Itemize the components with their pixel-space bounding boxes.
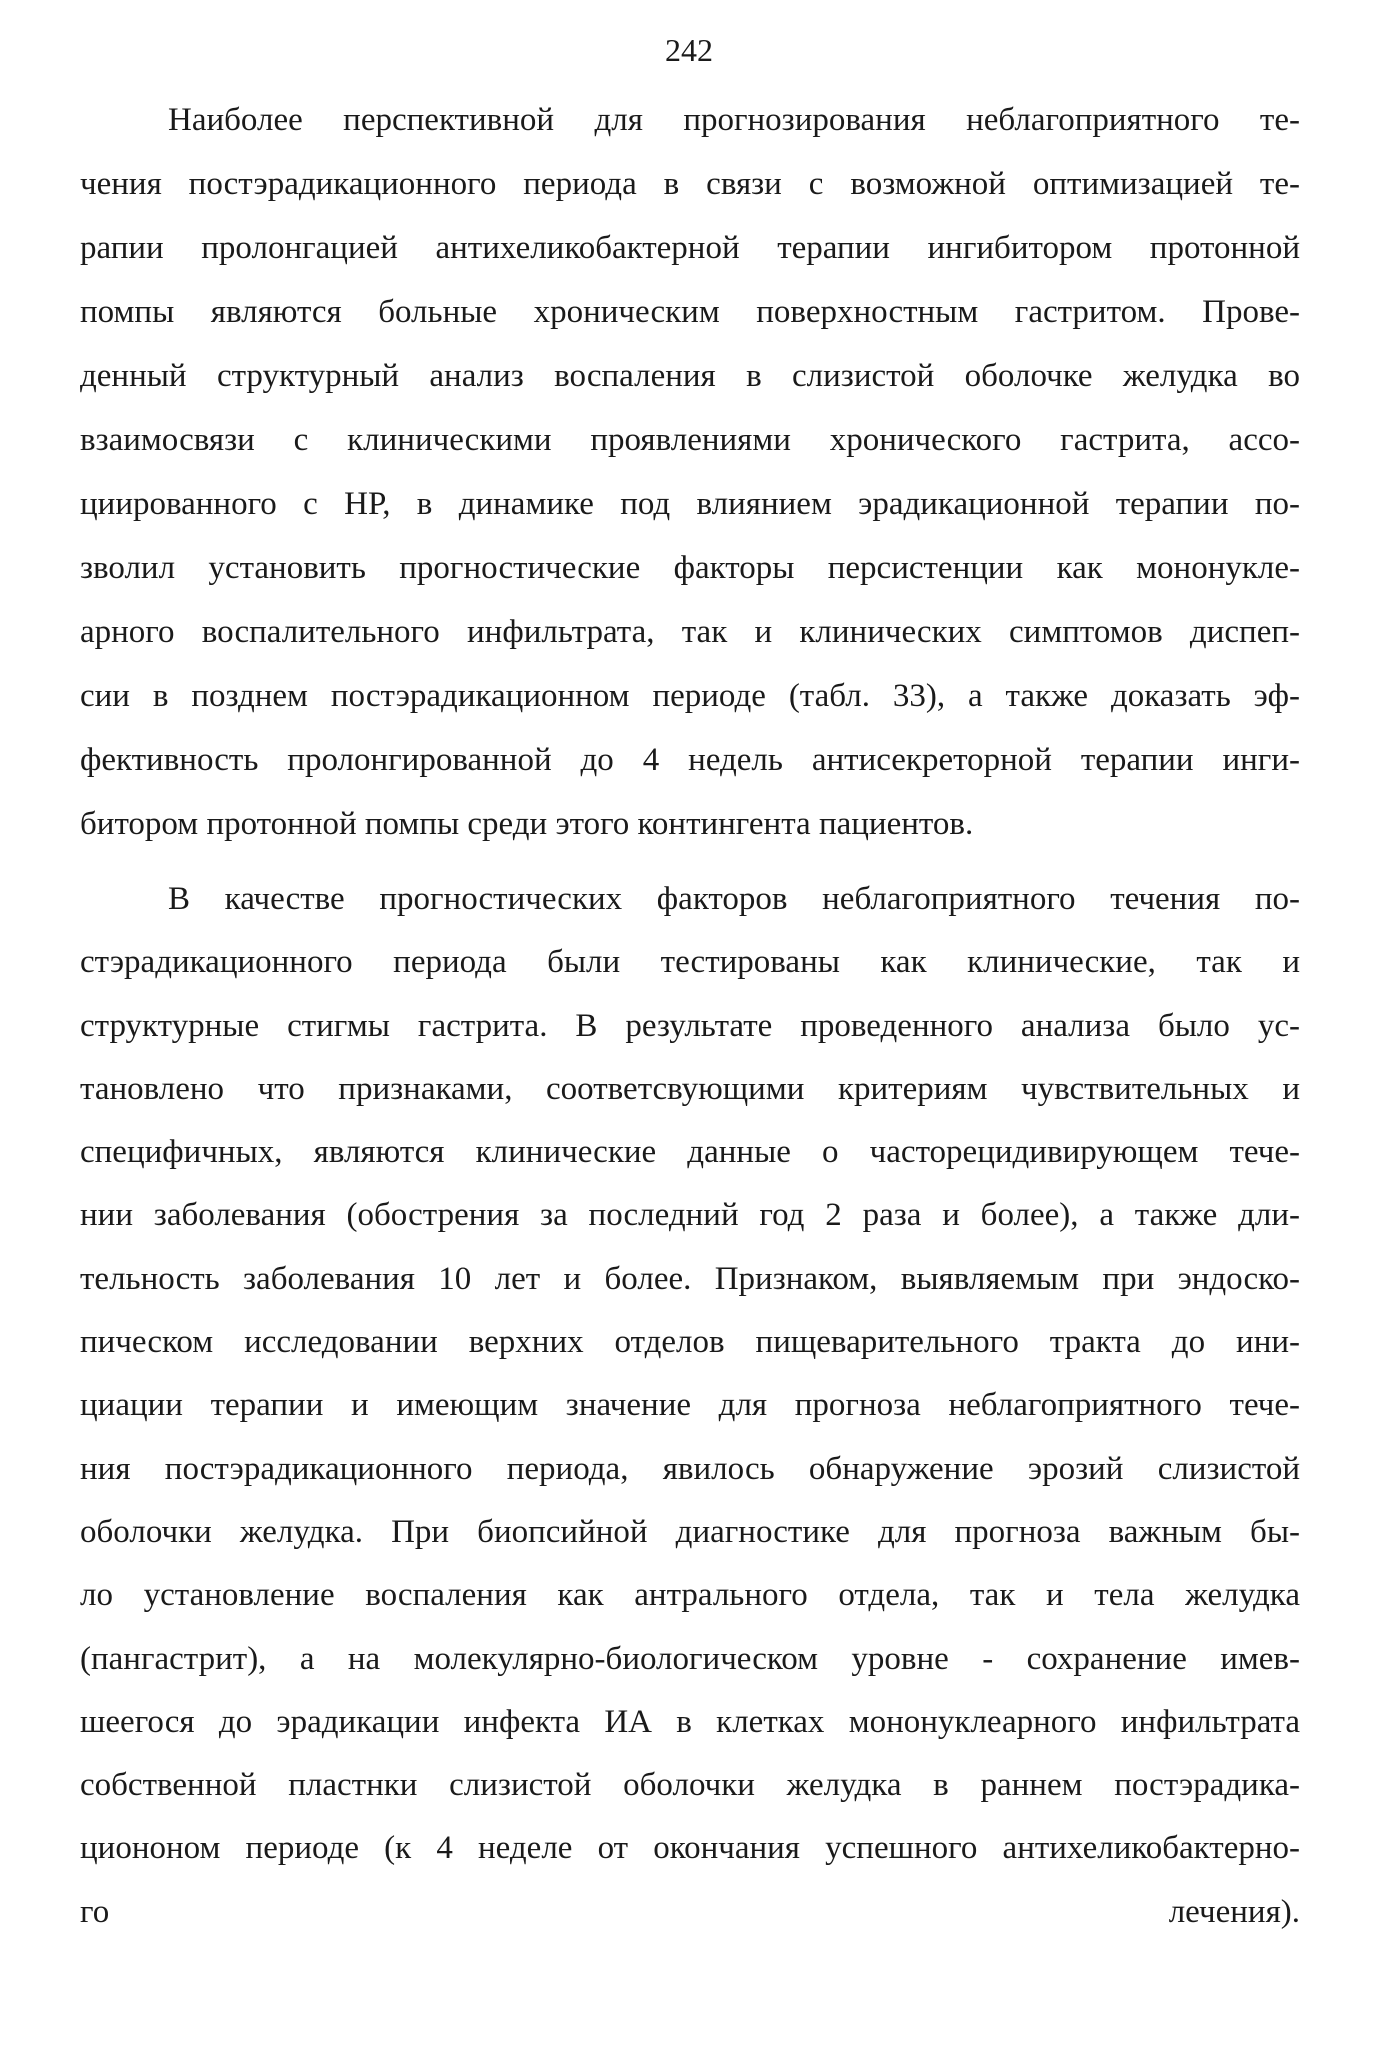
paragraph-1 [80,88,1300,856]
text-line: пическом исследовании верхних отделов пищеварительного тракта до ини- [80,1324,1300,1361]
text-line: нии заболевания (обострения за последний год 2 раза и более), а также дли- [80,1197,1300,1234]
text-line: ния постэрадикационного периода, явилось обнаружение эрозий слизистой [80,1450,1300,1487]
text-line: арного воспалительного инфильтрата, так и клинических симптомов диспеп- [80,614,1300,650]
text-line: специфичных, являются клинические данные о часторецидивирующем тече- [80,1134,1300,1171]
text-line: чения постэрадикационного периода в связи с возможной оптимизацией те- [80,166,1300,202]
page-number: 242 [665,32,713,68]
text-line: тановлено что признаками, соответсвующими критериям чувствительных и [80,1070,1300,1107]
text-line: шеегося до эрадикации инфекта ИА в клетках мононуклеарного инфильтрата [80,1703,1300,1740]
text-line: го лечения). [80,1893,1300,1930]
text-line: оболочки желудка. При биопсийной диагностике для прогноза важным бы- [80,1513,1300,1550]
text-line: собственной пластнки слизистой оболочки желудка в раннем постэрадика- [80,1767,1300,1804]
text-line: помпы являются больные хроническим поверхностным гастритом. Прове- [80,294,1300,330]
text-line: денный структурный анализ воспаления в слизистой оболочке желудка во [80,358,1300,394]
text-line: циированного с НР, в динамике под влиянием эрадикационной терапии по- [80,486,1300,522]
text-line: сии в позднем постэрадикационном периоде (табл. 33), а также доказать эф- [80,678,1300,714]
text-line: циононом периоде (к 4 неделе от окончания успешного антихеликобактерно- [80,1830,1300,1867]
text-line: В качестве прогностических факторов неблагоприятного течения по- [168,881,1300,917]
text-line: битором протонной помпы среди этого контингента пациентов. [80,806,974,842]
text-line: фективность пролонгированной до 4 недель антисекреторной терапии инги- [80,742,1300,778]
text-line: рапии пролонгацией антихеликобактерной терапии ингибитором протонной [80,230,1300,266]
text-line: взаимосвязи с клиническими проявлениями хронического гастрита, ассо- [80,422,1300,458]
text-line: (пангастрит), а на молекулярно-биологическом уровне - сохранение имев- [80,1640,1300,1677]
paragraph-2 [80,868,1300,1944]
text-line: циации терапии и имеющим значение для прогноза неблагоприятного тече- [80,1387,1300,1424]
text-line: ло установление воспаления как антрального отдела, так и тела желудка [80,1577,1300,1614]
text-line: стэрадикационного периода были тестированы как клинические, так и [80,944,1300,981]
text-line: тельность заболевания 10 лет и более. Признаком, выявляемым при эндоско- [80,1260,1300,1297]
text-line: структурные стигмы гастрита. В результате проведенного анализа было ус- [80,1007,1300,1044]
text-line: Наиболее перспективной для прогнозирования неблагоприятного те- [168,102,1300,138]
text-line: зволил установить прогностические факторы персистенции как мононукле- [80,550,1300,586]
